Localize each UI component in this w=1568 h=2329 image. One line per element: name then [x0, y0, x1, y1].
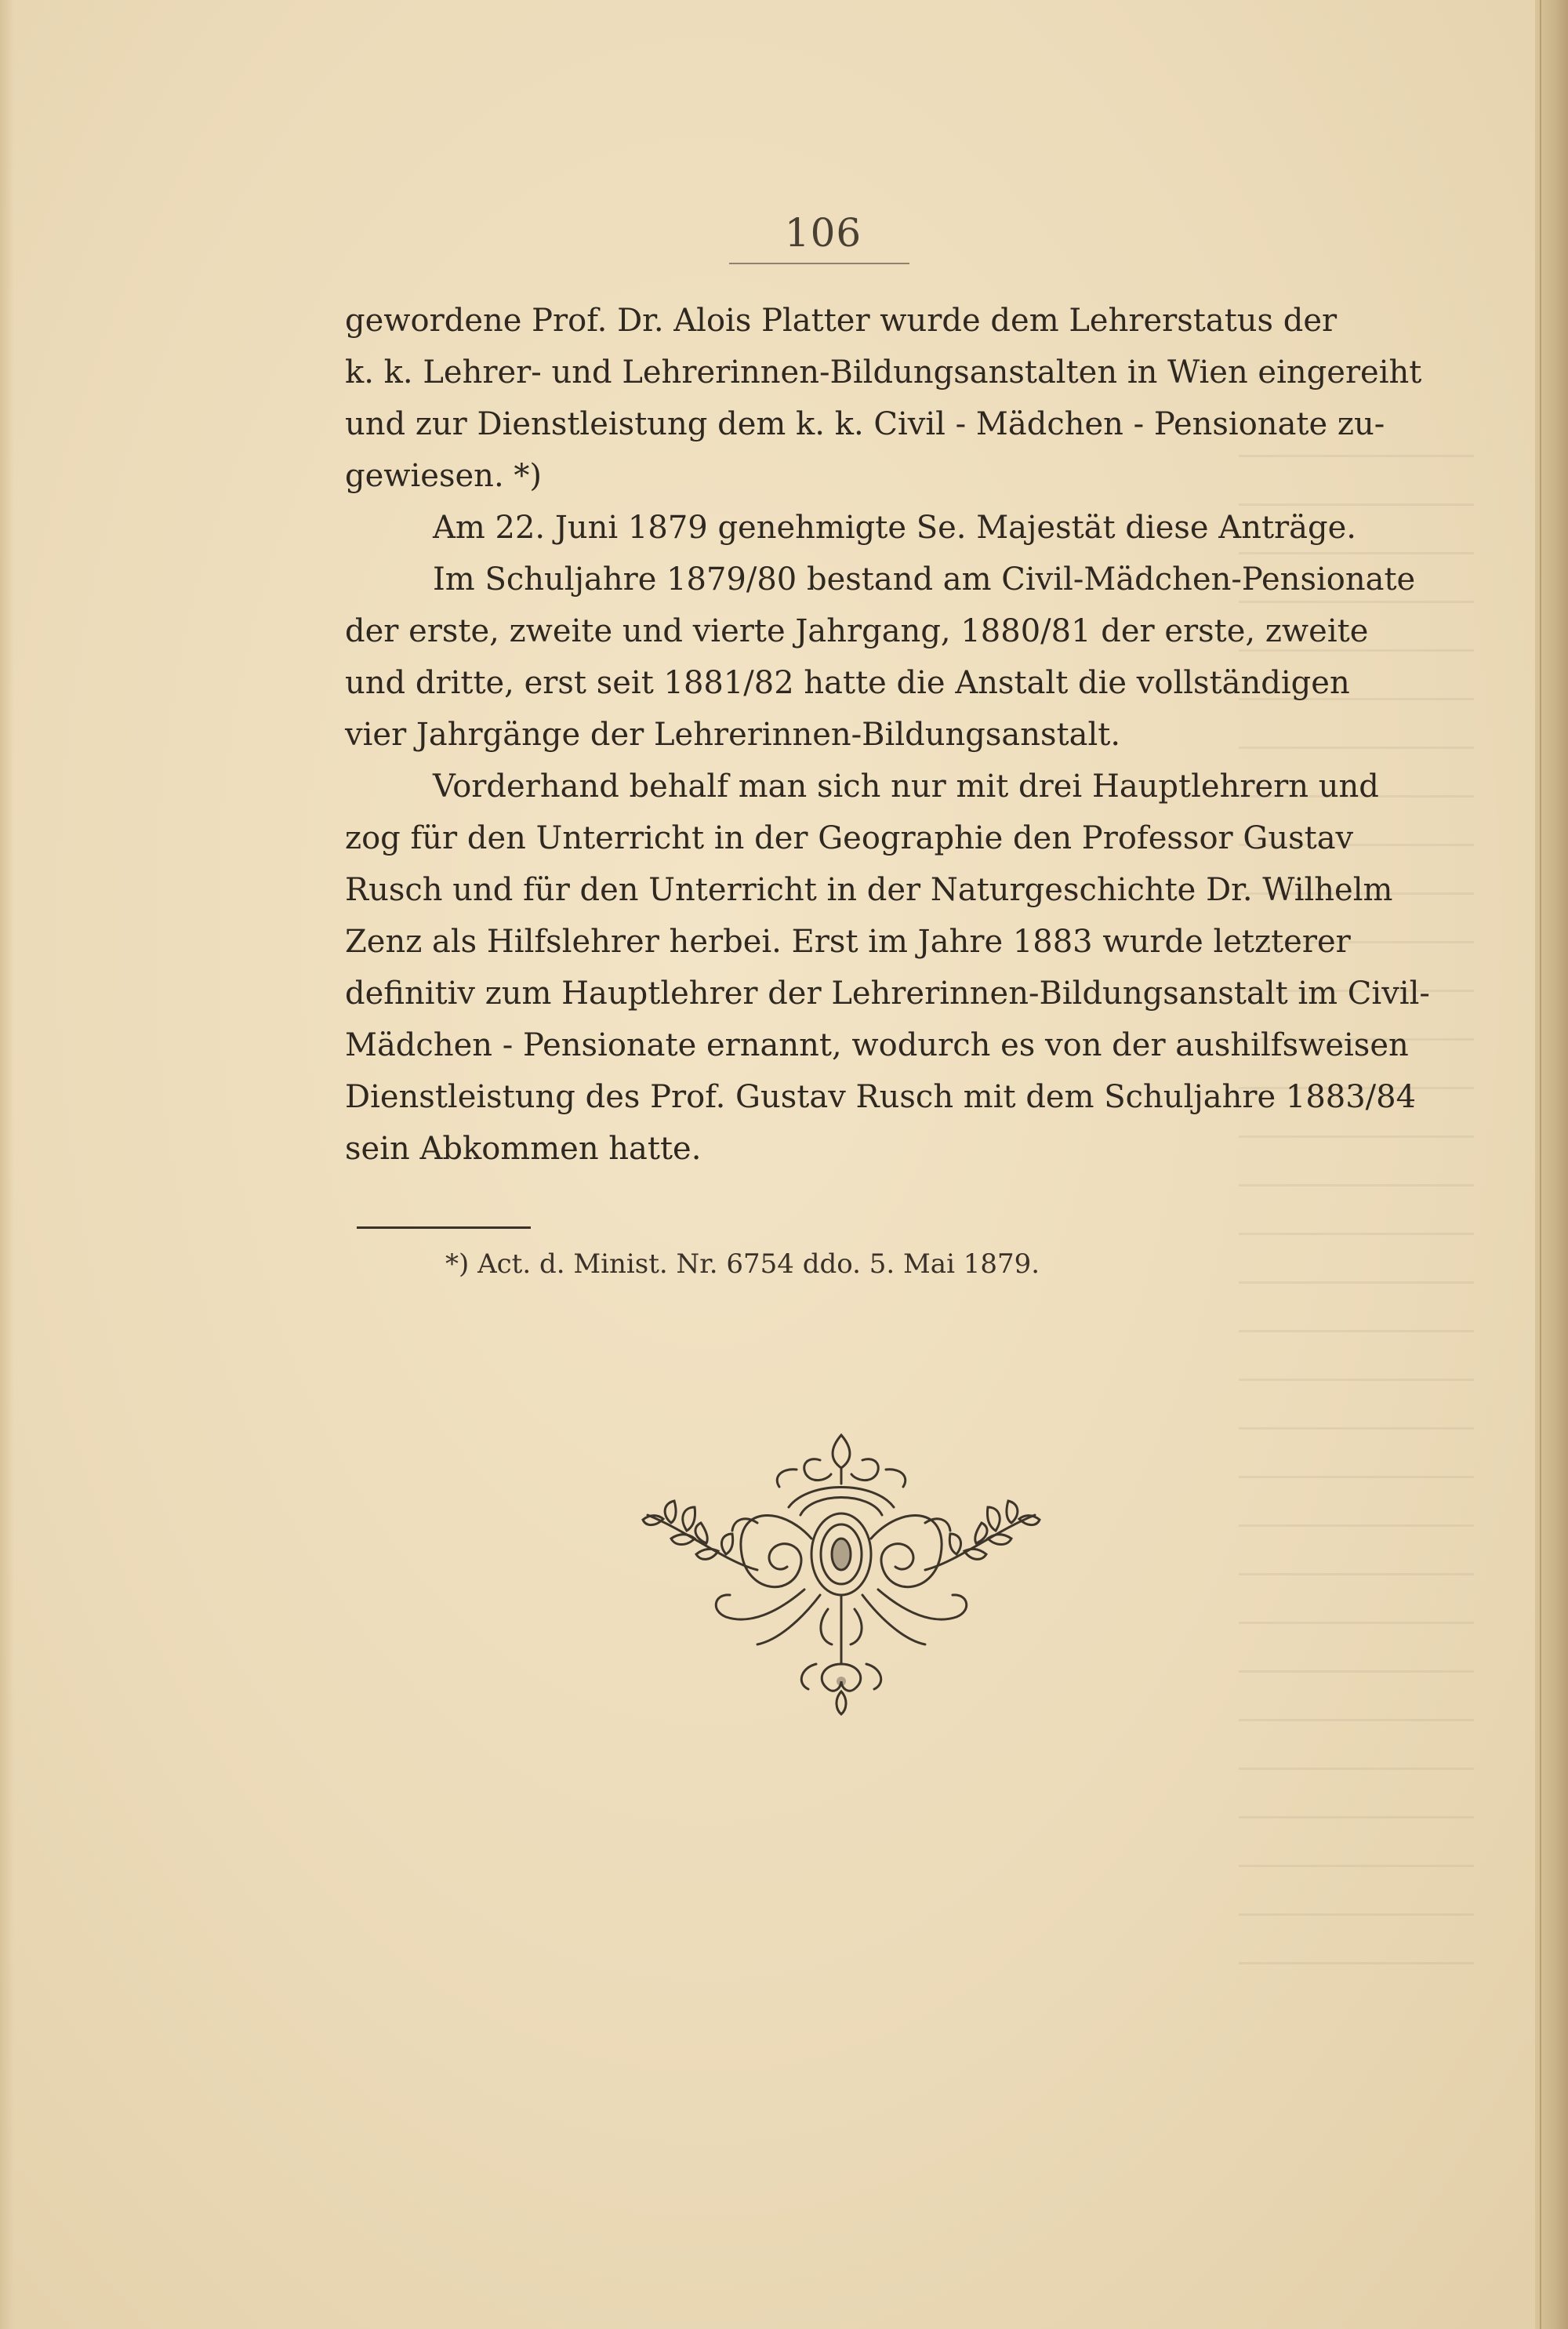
footnote-rule	[357, 1226, 531, 1229]
body-text	[345, 295, 1430, 1175]
text-line: Vorderhand behalf man sich nur mit drei Hauptlehrern und	[433, 768, 1379, 805]
text-line: Dienstleistung des Prof. Gustav Rusch mit dem Schuljahre 1883/84	[345, 1079, 1417, 1115]
page-number-rule	[729, 263, 909, 264]
floral-vignette-icon	[640, 1429, 1043, 1719]
text-line: gewordene Prof. Dr. Alois Platter wurde dem Lehrerstatus der	[345, 303, 1338, 339]
text-line: und dritte, erst seit 1881/82 hatte die Anstalt die vollständigen	[345, 665, 1350, 701]
text-line: gewiesen. *)	[345, 458, 542, 494]
text-line: und zur Dienstleistung dem k. k. Civil - Mädchen - Pensionate zu-	[345, 406, 1385, 442]
text-line: Am 22. Juni 1879 genehmigte Se. Majestät diese Anträge.	[433, 510, 1356, 546]
text-line: vier Jahrgänge der Lehrerinnen-Bildungsanstalt.	[345, 717, 1121, 753]
page-left-edge	[0, 0, 14, 2329]
text-line: Zenz als Hilfslehrer herbei. Erst im Jahre 1883 wurde letzterer	[345, 924, 1351, 960]
text-line: k. k. Lehrer- und Lehrerinnen-Bildungsanstalten in Wien eingereiht	[345, 354, 1422, 391]
text-line: Mädchen - Pensionate ernannt, wodurch es von der aushilfsweisen	[345, 1027, 1409, 1063]
page-number: 106	[784, 210, 862, 256]
text-line: definitiv zum Hauptlehrer der Lehrerinnen-Bildungsanstalt im Civil-	[345, 976, 1430, 1012]
text-line: Im Schuljahre 1879/80 bestand am Civil-Mädchen-Pensionate	[433, 561, 1416, 598]
text-line: der erste, zweite und vierte Jahrgang, 1880/81 der erste, zweite	[345, 613, 1369, 649]
text-line: zog für den Unterricht in der Geographie den Professor Gustav	[345, 820, 1354, 856]
footnote: *) Act. d. Minist. Nr. 6754 ddo. 5. Mai 1879.	[445, 1248, 1040, 1280]
text-line: sein Abkommen hatte.	[345, 1131, 702, 1167]
text-line: Rusch und für den Unterricht in der Naturgeschichte Dr. Wilhelm	[345, 872, 1393, 908]
page-edge-line	[1540, 0, 1541, 2329]
